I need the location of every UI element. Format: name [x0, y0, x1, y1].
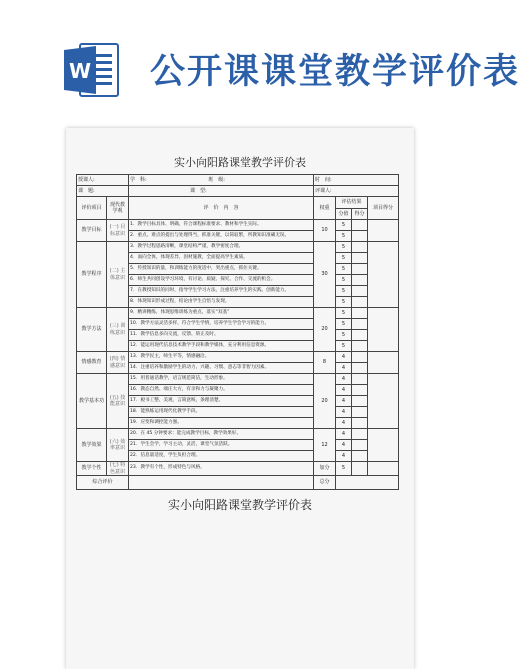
document-bottom-title: 实小向阳路课堂教学评价表 — [167, 498, 312, 512]
category-weight: 8 — [314, 352, 336, 374]
criteria-row — [77, 429, 399, 440]
criteria-got-cell[interactable] — [352, 462, 368, 476]
criteria-row — [77, 462, 399, 476]
criteria-got-cell[interactable] — [352, 440, 368, 451]
info-row-2 — [77, 186, 399, 197]
svg-text:W: W — [68, 59, 92, 83]
evaluator-field: 评课人: — [314, 186, 399, 197]
evaluation-table — [76, 174, 399, 490]
header-weight: 权重 — [314, 197, 336, 220]
criteria-text: 11．教学信息多向交流，反馈、矫正及时。 — [129, 330, 314, 341]
criteria-text: 21．学生会学，学习主动，灵活，课堂气氛活跃。 — [129, 440, 314, 451]
criteria-text: 22．信息量适度，学生负担合理。 — [129, 451, 314, 462]
category-concept: (六) 效率意识 — [107, 429, 129, 462]
category-weight: 12 — [314, 429, 336, 462]
header-score: 分值 — [336, 208, 352, 220]
teacher-field: 授课人: — [77, 175, 129, 186]
criteria-got-cell[interactable] — [352, 319, 368, 330]
criteria-text: 6．师生共同创设学习环境，有讨论、质疑、探究、合作、交流的机会。 — [129, 275, 314, 286]
criteria-score: 4 — [336, 374, 352, 385]
category-concept: (七) 特色意识 — [107, 462, 129, 476]
category-concept: (五) 技能意识 — [107, 374, 129, 429]
criteria-text: 23．教学有个性，形成特色与风格。 — [129, 462, 314, 476]
category-concept: (三) 训练意识 — [107, 308, 129, 352]
criteria-score: 4 — [336, 440, 352, 451]
category-label: 教学效果 — [77, 429, 107, 462]
criteria-score: 4 — [336, 451, 352, 462]
category-weight: 30 — [314, 242, 336, 308]
criteria-score: 5 — [336, 231, 352, 242]
total-cell[interactable] — [336, 476, 399, 490]
criteria-row — [77, 352, 399, 363]
banner-title: 公开课课堂教学评价表 — [150, 51, 520, 92]
category-total-cell[interactable] — [368, 220, 399, 242]
criteria-score: 5 — [336, 253, 352, 264]
category-total-cell[interactable] — [368, 308, 399, 352]
criteria-score: 5 — [336, 319, 352, 330]
criteria-got-cell[interactable] — [352, 418, 368, 429]
criteria-got-cell[interactable] — [352, 275, 368, 286]
word-document-icon — [62, 40, 120, 100]
criteria-score: 5 — [336, 330, 352, 341]
criteria-got-cell[interactable] — [352, 396, 368, 407]
criteria-score: 5 — [336, 242, 352, 253]
criteria-text: 8．体现知识形成过程，结论由学生自悟与发现。 — [129, 297, 314, 308]
criteria-got-cell[interactable] — [352, 286, 368, 297]
criteria-score: 5 — [336, 462, 352, 476]
criteria-text: 4．面向全体，体现差异，因材施教，全面提高学生素质。 — [129, 253, 314, 264]
category-total-cell[interactable] — [368, 374, 399, 429]
header-item-total: 项目得分 — [368, 197, 399, 220]
criteria-got-cell[interactable] — [352, 220, 368, 231]
subject-class-field — [129, 175, 314, 186]
criteria-got-cell[interactable] — [352, 374, 368, 385]
criteria-score: 4 — [336, 352, 352, 363]
info-row-1 — [77, 175, 399, 186]
criteria-score: 5 — [336, 264, 352, 275]
category-label: 教学方法 — [77, 308, 107, 352]
criteria-got-cell[interactable] — [352, 308, 368, 319]
category-weight: 20 — [314, 374, 336, 429]
criteria-text: 14．注重培养和激励学生的动力、兴趣、习惯、意志等非智力因素。 — [129, 363, 314, 374]
criteria-text: 17．板书工整、美观，言简意赅，条理清楚。 — [129, 396, 314, 407]
criteria-text: 2．重点、难点的提出与处理得当，抓准关键，以简驭繁，所教知识准确无误。 — [129, 231, 314, 242]
criteria-text: 13．教学民主，师生平等，情感融洽。 — [129, 352, 314, 363]
criteria-text: 7．在教授知识的同时，指导学生学习方法，注重培养学生的实践、创新能力。 — [129, 286, 314, 297]
type-label: 课 型: — [190, 187, 207, 194]
footer-row — [77, 476, 399, 490]
time-field: 时 间: — [314, 175, 399, 186]
criteria-text: 10．教学方法灵活多样，符合学生学情，培养学生学会学习的能力。 — [129, 319, 314, 330]
criteria-score: 5 — [336, 341, 352, 352]
criteria-text: 5．传授知识的量，和训练能力的度适中，突出重点，抓住关键。 — [129, 264, 314, 275]
criteria-got-cell[interactable] — [352, 231, 368, 242]
header-result: 评估结果 — [336, 197, 368, 209]
criteria-text: 15．用普通话教学，语言规范简洁，生动形象。 — [129, 374, 314, 385]
criteria-score: 4 — [336, 429, 352, 440]
criteria-score: 5 — [336, 297, 352, 308]
header-got: 得分 — [352, 208, 368, 220]
criteria-score: 4 — [336, 385, 352, 396]
criteria-got-cell[interactable] — [352, 330, 368, 341]
category-total-cell[interactable] — [368, 352, 399, 374]
criteria-score: 4 — [336, 407, 352, 418]
criteria-score: 5 — [336, 286, 352, 297]
category-weight: 10 — [314, 220, 336, 242]
criteria-text: 20．在 45 分钟要求：能完成教学目标，教学效果好。 — [129, 429, 314, 440]
criteria-row — [77, 374, 399, 385]
category-concept: (四) 情感意识 — [107, 352, 129, 374]
subject-label: 学 科: — [130, 176, 147, 183]
criteria-got-cell[interactable] — [352, 352, 368, 363]
total-label: 总分 — [314, 476, 336, 490]
category-total-cell[interactable] — [368, 462, 399, 476]
criteria-row — [77, 220, 399, 231]
category-label: 情感教育 — [77, 352, 107, 374]
criteria-score: 5 — [336, 275, 352, 286]
banner — [0, 0, 520, 118]
criteria-score: 5 — [336, 220, 352, 231]
category-label: 教学基本功 — [77, 374, 107, 429]
header-project: 评价项目 — [77, 197, 107, 220]
category-total-cell[interactable] — [368, 429, 399, 462]
type-field — [129, 186, 314, 197]
category-weight: 20 — [314, 308, 336, 352]
criteria-text: 18．能熟练运用现代化教学手段。 — [129, 407, 314, 418]
criteria-score: 4 — [336, 418, 352, 429]
document-title: 实小向阳路课堂教学评价表 — [174, 156, 306, 169]
criteria-got-cell[interactable] — [352, 264, 368, 275]
criteria-got-cell[interactable] — [352, 253, 368, 264]
criteria-got-cell[interactable] — [352, 385, 368, 396]
criteria-got-cell[interactable] — [352, 363, 368, 374]
category-total-cell[interactable] — [368, 242, 399, 308]
criteria-got-cell[interactable] — [352, 429, 368, 440]
category-label: 教学程序 — [77, 242, 107, 308]
criteria-got-cell[interactable] — [352, 242, 368, 253]
category-label: 教学目标 — [77, 220, 107, 242]
header-concept: 现代教学观 — [107, 197, 129, 220]
criteria-got-cell[interactable] — [352, 451, 368, 462]
category-concept: (一) 目标意识 — [107, 220, 129, 242]
overall-cell[interactable] — [129, 476, 314, 490]
category-concept: (二) 主体意识 — [107, 242, 129, 308]
criteria-got-cell[interactable] — [352, 341, 368, 352]
criteria-text: 9．精讲精练，体现思维训练为重点，落实“双基” — [129, 308, 314, 319]
category-label: 教学个性 — [77, 462, 107, 476]
criteria-text: 16．教态自然、端庄大方，有亲和力与凝聚力。 — [129, 385, 314, 396]
header-row-1 — [77, 197, 399, 209]
topic-field: 课 题: — [77, 186, 129, 197]
criteria-text: 19．应变和调控能力强。 — [129, 418, 314, 429]
criteria-got-cell[interactable] — [352, 407, 368, 418]
criteria-got-cell[interactable] — [352, 297, 368, 308]
criteria-text: 12．能运用现代信息技术教学手段和教学媒体，充分利用信息资源。 — [129, 341, 314, 352]
class-label: 班 级: — [208, 176, 225, 183]
criteria-text: 3．教学过程思路清晰，课堂结构严谨，教学密度合理。 — [129, 242, 314, 253]
criteria-score: 4 — [336, 363, 352, 374]
criteria-row — [77, 308, 399, 319]
criteria-text: 1．教学目标具体、明确，符合课程标准要求、教材和学生实际。 — [129, 220, 314, 231]
header-content: 评 价 内 容 — [129, 197, 314, 220]
document-page — [66, 128, 414, 669]
criteria-score: 5 — [336, 308, 352, 319]
overall-label: 综合评价 — [77, 476, 129, 490]
criteria-row — [77, 242, 399, 253]
criteria-score: 4 — [336, 396, 352, 407]
category-weight: 加分 — [314, 462, 336, 476]
